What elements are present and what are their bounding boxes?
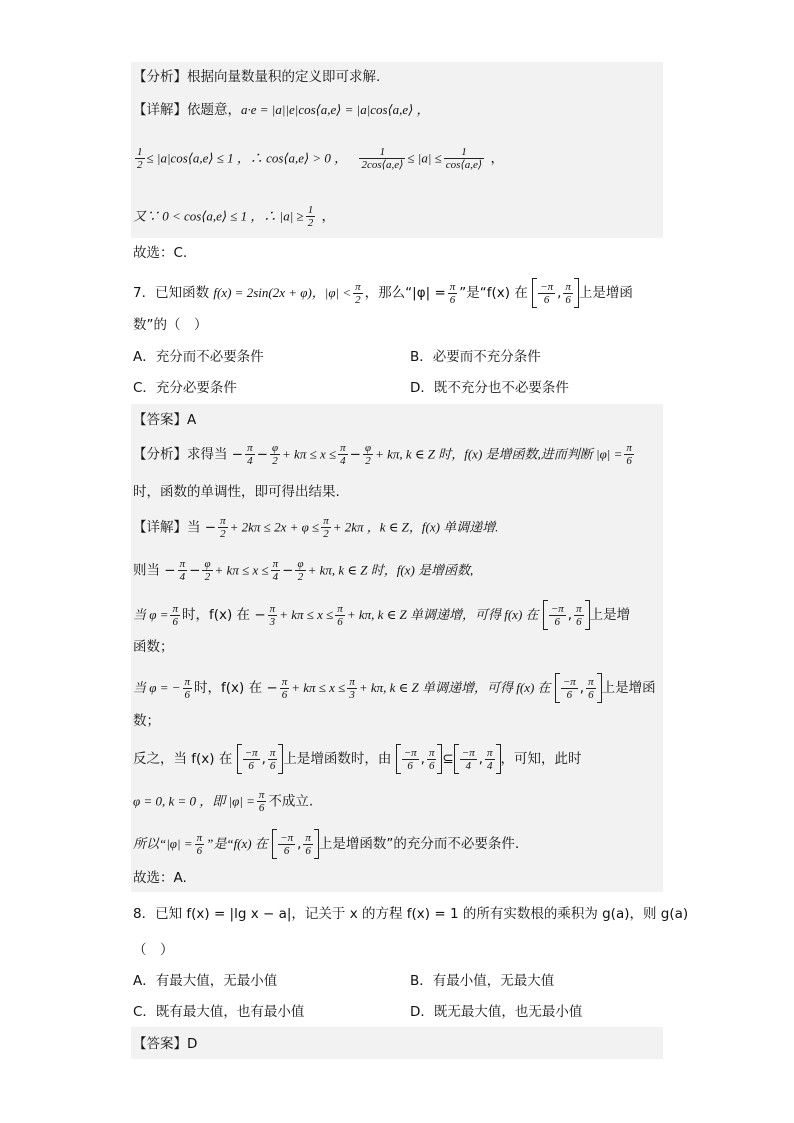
option-7a: A．充分而不必要条件 (133, 349, 264, 365)
choice-7: 故选：A. (133, 870, 187, 886)
choice-6: 故选：C. (133, 245, 188, 261)
answer-block-7 (131, 404, 663, 892)
analysis-6: 【分析】根据向量数量积的定义即可求解. (133, 69, 381, 85)
detail-7-line1: 【详解】当 − $\frac{\pi}{2}$ + 2kπ ≤ 2x + φ ≤ $\frac{\pi}{2}$ + 2kπ ，k ∈ Z，f(x) 单调递增. (133, 515, 499, 540)
option-8d: D．既无最大值，也无最小值 (410, 1004, 583, 1020)
detail-6-line1: 【详解】依题意，a·e = |a||e|cos⟨a,e⟩ = |a|cos⟨a,e⟩ ， (133, 102, 430, 118)
detail-7-line7: 反之，当 f(x) 在 $\frac{-\pi}{6}$ , $\frac{\pi}{6}$ 上是增函数时，由 $\frac{-\pi}{6}$ , $\frac{\pi}{6}$ ⊆ $\frac{-\pi}{4}$ , $\frac{\pi}{4}$ ，可知，此时 (133, 744, 582, 774)
question-7-stem-line1: 7．已知函数 f(x) = 2sin(2x + φ)，|φ| < $\frac{\pi}{2}$ ，那么“|φ| = $\frac{\pi}{6}$ ”是“f(x) 在 $\frac{-\pi}{6}$ , $\frac{\pi}{6}$ 上是增函 (133, 278, 633, 308)
answer-7: 【答案】A (133, 412, 197, 428)
detail-7-line9: 所以“|φ| = $\frac{\pi}{6}$ ”是“f(x) 在 $\frac{-\pi}{6}$ , $\frac{\pi}{6}$ 上是增函数”的充分而不必要条件. (133, 829, 519, 859)
option-8c: C．既有最大值，也有最小值 (133, 1004, 305, 1020)
option-8a: A．有最大值，无最小值 (133, 973, 278, 989)
detail-7-line2: 则当 − $\frac{\pi}{4}$ − $\frac{\varphi}{2}$ + kπ ≤ x ≤ $\frac{\pi}{4}$ − $\frac{\varphi}{2}$ + kπ, k ∈ Z 时，f(x) 是增函数, (133, 558, 474, 583)
detail-6-line3: 又∵ 0 < cos⟨a,e⟩ ≤ 1 ，∴ |a| ≥ $\frac{1}{2}$ ， (133, 204, 335, 229)
detail-7-line3: 当 φ = $\frac{\pi}{6}$ 时，f(x) 在 − $\frac{\pi}{3}$ + kπ ≤ x ≤ $\frac{\pi}{6}$ + kπ, k ∈ Z 单调递增，可得 f(x) 在 $\frac{-\pi}{6}$ , $\frac{\pi}{6}$ 上是增 (133, 600, 630, 630)
detail-7-line5: 当 φ = − $\frac{\pi}{6}$ 时，f(x) 在 − $\frac{\pi}{6}$ + kπ ≤ x ≤ $\frac{\pi}{3}$ + kπ, k ∈ Z 单调递增，可得 f(x) 在 $\frac{-\pi}{6}$ , $\frac{\pi}{6}$ 上是增函 (133, 673, 656, 703)
option-7d: D．既不充分也不必要条件 (410, 380, 569, 396)
answer-8: 【答案】D (133, 1036, 198, 1052)
analysis-7-line1: 【分析】求得当 − $\frac{\pi}{4}$ − $\frac{\varphi}{2}$ + kπ ≤ x ≤ $\frac{\pi}{4}$ − $\frac{\varphi}{2}$ + kπ, k ∈ Z 时，f(x) 是增函数,进而判断 |φ| = $\frac{\pi}{6}$ (133, 442, 632, 467)
detail-7-line4: 函数； (133, 639, 174, 655)
question-8-stem-line2: （ ） (133, 942, 174, 958)
option-7b: B．必要而不充分条件 (410, 349, 541, 365)
analysis-7-line2: 时，函数的单调性，即可得出结果. (133, 484, 340, 500)
question-8-stem-line1: 8．已知 f(x) = |lg x − a|，记关于 x 的方程 f(x) = 1 的所有实数根的乘积为 g(a)，则 g(a) (133, 906, 689, 922)
detail-6-line2: $\frac{1}{2}$ ≤ |a|cos⟨a,e⟩ ≤ 1 ，∴ cos⟨a,e⟩ > 0 ， $\frac{1}{2\cos⟨a,e⟩}$ ≤ |a| ≤ $\frac{1}{\cos⟨a,e⟩}$ ， (137, 146, 504, 171)
option-7c: C．充分必要条件 (133, 380, 237, 396)
answer-block-8 (131, 1027, 663, 1059)
detail-7-line6: 数； (133, 713, 160, 729)
detail-7-line8: φ = 0, k = 0 ，即 |φ| = $\frac{\pi}{6}$ 不成立. (133, 789, 314, 814)
question-7-stem-line2: 数”的（ ） (133, 317, 208, 333)
option-8b: B．有最小值，无最大值 (410, 973, 555, 989)
